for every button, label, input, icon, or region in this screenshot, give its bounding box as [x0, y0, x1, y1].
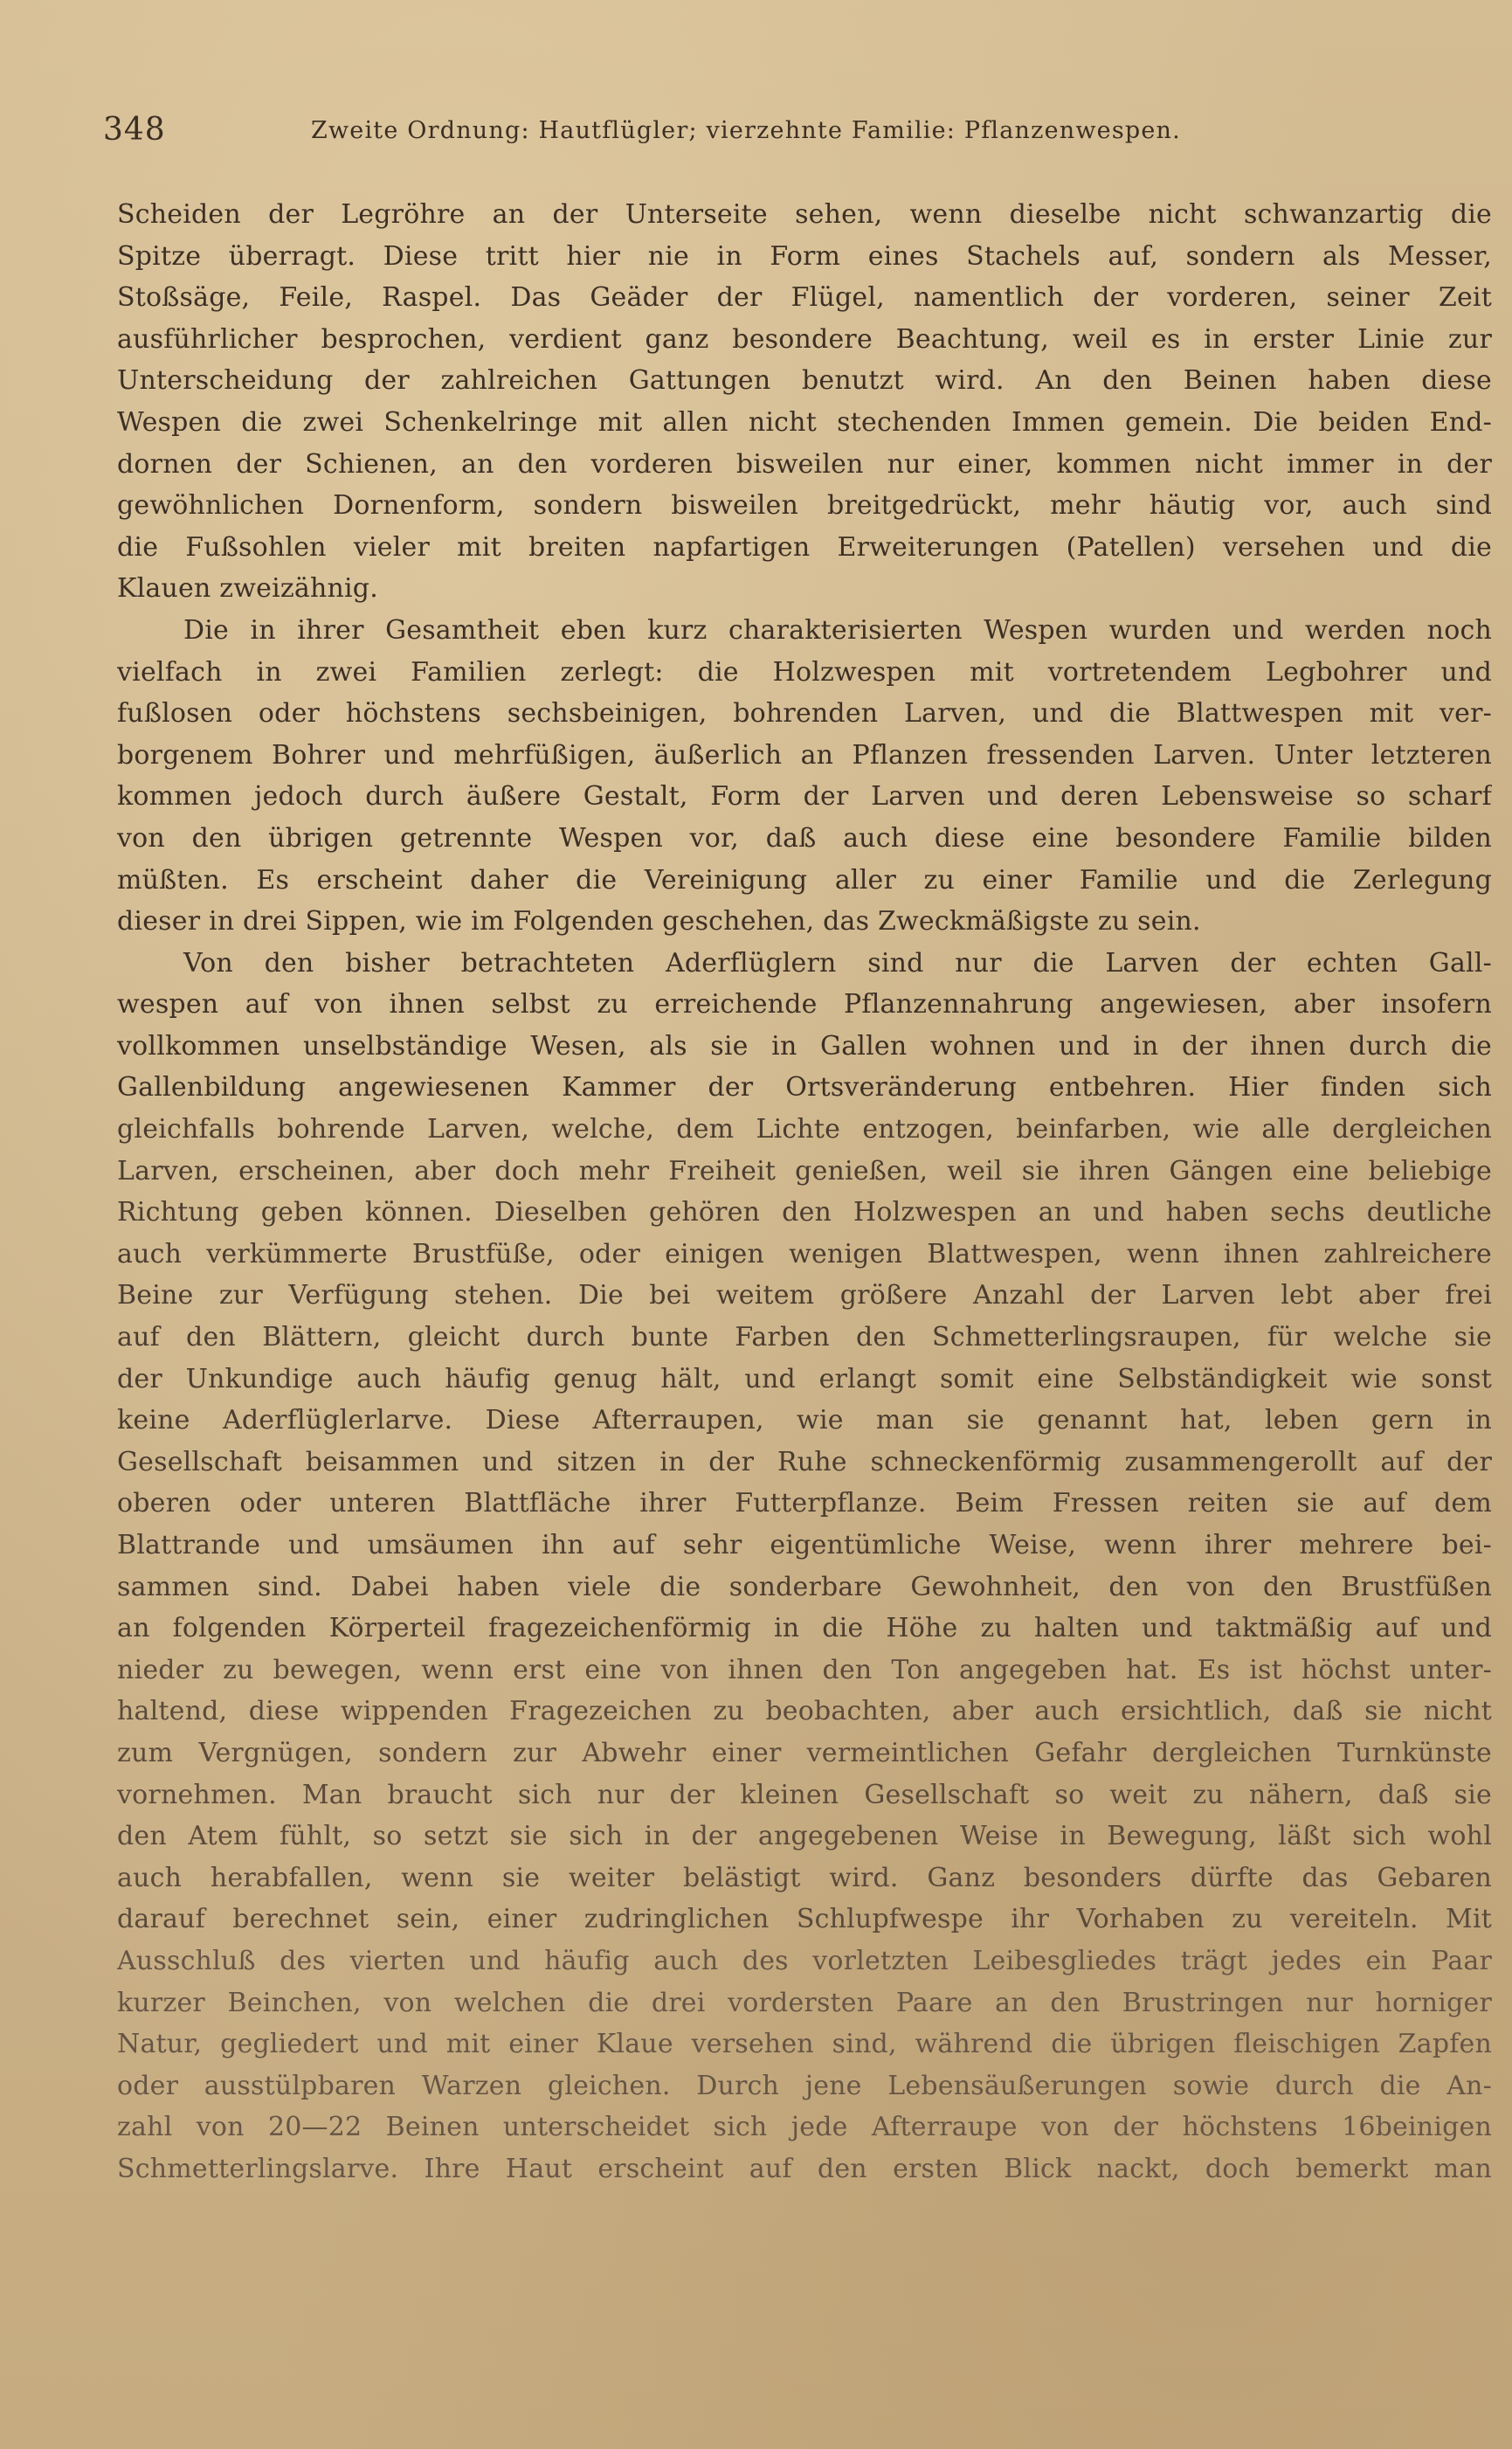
text-line: nieder zu bewegen, wenn erst eine von ihnen den Ton angegeben hat. Es ist höchst unter-: [117, 1654, 1492, 1685]
text-line: haltend, diese wippenden Fragezeichen zu beobachten, aber auch ersichtlich, daß sie nicht: [117, 1696, 1492, 1727]
page-number: 348: [103, 112, 166, 148]
text-line: zahl von 20—22 Beinen unterscheidet sich jede Afterraupe von der höchstens 16beinigen: [117, 2112, 1492, 2143]
text-line: gleichfalls bohrende Larven, welche, dem Lichte entzogen, beinfarben, wie alle dergleichen: [117, 1114, 1492, 1145]
text-line: Blattrande und umsäumen ihn auf sehr eigentümliche Weise, wenn ihrer mehrere bei-: [117, 1530, 1492, 1560]
text-line: dornen der Schienen, an den vorderen bisweilen nur einer, kommen nicht immer in der: [117, 448, 1492, 480]
text-line: der Unkundige auch häufig genug hält, und erlangt somit eine Selbständigkeit wie sonst: [117, 1363, 1492, 1394]
text-line: auch herabfallen, wenn sie weiter belästigt wird. Ganz besonders dürfte das Gebaren: [117, 1862, 1492, 1893]
text-line: vollkommen unselbständige Wesen, als sie in Gallen wohnen und in der ihnen durch die: [117, 1030, 1492, 1062]
text-line: dieser in drei Sippen, wie im Folgenden geschehen, das Zweckmäßigste zu sein.: [117, 906, 1201, 937]
text-line: Scheiden der Legröhre an der Unterseite sehen, wenn dieselbe nicht schwanzartig die: [117, 199, 1492, 230]
text-line: sammen sind. Dabei haben viele die sonderbare Gewohnheit, den von den Brustfüßen: [117, 1571, 1492, 1602]
text-line: vielfach in zwei Familien zerlegt: die Holzwespen mit vortretendem Legbohrer und: [117, 656, 1492, 688]
text-line: von den übrigen getrennte Wespen vor, daß auch diese eine besondere Familie bilden: [117, 822, 1492, 854]
text-line: gewöhnlichen Dornenform, sondern bisweilen breitgedrückt, mehr häutig vor, auch sind: [117, 490, 1492, 522]
text-line: vornehmen. Man braucht sich nur der kleinen Gesellschaft so weit zu nähern, daß sie: [117, 1779, 1492, 1810]
text-line: an folgenden Körperteil fragezeichenförmig in die Höhe zu halten und taktmäßig auf und: [117, 1613, 1492, 1644]
text-line: Natur, gegliedert und mit einer Klaue versehen sind, während die übrigen fleischigen Zapfen: [117, 2029, 1492, 2060]
page-header: [103, 112, 1466, 164]
text-line: Gallenbildung angewiesenen Kammer der Ortsveränderung entbehren. Hier finden sich: [117, 1072, 1492, 1103]
text-line: borgenem Bohrer und mehrfüßigen, äußerlich an Pflanzen fressenden Larven. Unter letzteren: [117, 739, 1492, 771]
text-line: kommen jedoch durch äußere Gestalt, Form der Larven und deren Lebensweise so scharf: [117, 781, 1492, 813]
running-head: Zweite Ordnung: Hautflügler; vierzehnte Familie: Pflanzenwespen.: [311, 117, 1181, 144]
text-line: keine Aderflüglerlarve. Diese Afterraupen, wie man sie genannt hat, leben gern in: [117, 1405, 1492, 1436]
text-line: Gesellschaft beisammen und sitzen in der Ruhe schneckenförmig zusammengerollt auf der: [117, 1446, 1492, 1477]
text-line: oberen oder unteren Blattfläche ihrer Futterpflanze. Beim Fressen reiten sie auf dem: [117, 1488, 1492, 1519]
text-line: Unterscheidung der zahlreichen Gattungen benutzt wird. An den Beinen haben diese: [117, 365, 1492, 397]
text-line: auch verkümmerte Brustfüße, oder einigen wenigen Blattwespen, wenn ihnen zahlreichere: [117, 1238, 1492, 1269]
text-line: ausführlicher besprochen, verdient ganz besondere Beachtung, weil es in erster Linie zur: [117, 323, 1492, 355]
text-line: Larven, erscheinen, aber doch mehr Freiheit genießen, weil sie ihren Gängen eine beliebige: [117, 1155, 1492, 1186]
text-line: müßten. Es erscheint daher die Vereinigung aller zu einer Familie und die Zerlegung: [117, 864, 1492, 896]
text-line: Schmetterlingslarve. Ihre Haut erscheint auf den ersten Blick nackt, doch bemerkt man: [117, 2153, 1492, 2184]
text-line: Richtung geben können. Dieselben gehören den Holzwespen an und haben sechs deutliche: [117, 1197, 1492, 1228]
text-line: zum Vergnügen, sondern zur Abwehr einer vermeintlichen Gefahr dergleichen Turnkünste: [117, 1737, 1492, 1768]
text-line: wespen auf von ihnen selbst zu erreichende Pflanzennahrung angewiesen, aber insofern: [117, 989, 1492, 1020]
text-line: oder ausstülpbaren Warzen gleichen. Durch jene Lebensäußerungen sowie durch die An-: [117, 2070, 1492, 2101]
text-line: kurzer Beinchen, von welchen die drei vordersten Paare an den Brustringen nur horniger: [117, 1987, 1492, 2018]
text-line: die Fußsohlen vieler mit breiten napfartigen Erweiterungen (Patellen) versehen und die: [117, 531, 1492, 563]
body-text: [117, 194, 1492, 2190]
text-line: Ausschluß des vierten und häufig auch des vorletzten Leibesgliedes trägt jedes ein Paar: [117, 1945, 1492, 1976]
text-line: Spitze überragt. Diese tritt hier nie in Form eines Stachels auf, sondern als Messer,: [117, 240, 1492, 272]
text-line: den Atem fühlt, so setzt sie sich in der angegebenen Weise in Bewegung, läßt sich wohl: [117, 1821, 1492, 1852]
text-line: fußlosen oder höchstens sechsbeinigen, bohrenden Larven, und die Blattwespen mit ver-: [117, 698, 1492, 730]
text-line: darauf berechnet sein, einer zudringlichen Schlupfwespe ihr Vorhaben zu vereiteln. Mit: [117, 1904, 1492, 1935]
paragraph-first-line: Die in ihrer Gesamtheit eben kurz charakterisierten Wespen wurden und werden noch: [183, 614, 1492, 646]
paragraph-first-line: Von den bisher betrachteten Aderflüglern sind nur die Larven der echten Gall-: [183, 947, 1492, 979]
text-line: Wespen die zwei Schenkelringe mit allen nicht stechenden Immen gemein. Die beiden End-: [117, 406, 1492, 438]
text-line: Klauen zweizähnig.: [117, 573, 378, 605]
text-line: Stoßsäge, Feile, Raspel. Das Geäder der Flügel, namentlich der vorderen, seiner Zeit: [117, 282, 1492, 314]
text-line: auf den Blättern, gleicht durch bunte Farben den Schmetterlingsraupen, für welche sie: [117, 1322, 1492, 1353]
text-line: Beine zur Verfügung stehen. Die bei weitem größere Anzahl der Larven lebt aber frei: [117, 1280, 1492, 1311]
